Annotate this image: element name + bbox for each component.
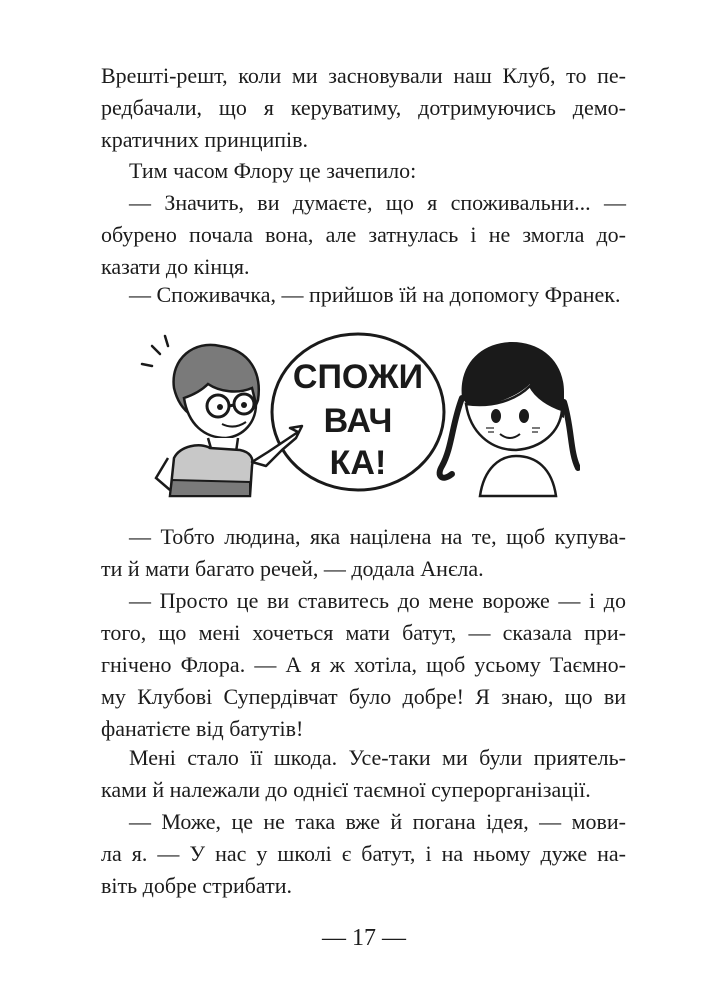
text-line: — Значить, ви думаєте, що я споживальни... — [129,190,626,215]
paragraph [101,279,626,311]
text-line: Мені стало її шкода. Усе-таки ми були приятель- [129,745,626,770]
paragraph [101,806,626,902]
paragraph [101,742,626,806]
text-line: фанатієте від батутів! [101,716,304,741]
text-line: — Тобто людина, яка націлена на те, щоб купува- [129,524,626,549]
girl-with-pigtails [440,342,578,496]
text-line: — Просто це ви ставитесь до мене вороже — і до [129,588,626,613]
paragraph [101,187,626,283]
text-line: ками й належали до однієї таємної суперорганізації. [101,777,591,802]
text-line: Тим часом Флору це зачепило: [129,158,417,183]
paragraph [101,155,626,187]
text-line: того, що мені хочеться мати батут, — сказала при- [101,620,626,645]
speech-text-line: СПОЖИ [292,358,424,396]
text-line: Врешті-решт, коли ми засновували наш Клуб, то пе- [101,63,626,88]
text-line: ла я. — У нас у школі є батут, і на ньому дуже на- [101,841,626,866]
speech-text-line: КА! [329,444,387,482]
paragraph [101,585,626,745]
text-line: редбачали, що я керуватиму, дотримуючись демо- [101,95,626,120]
text-line: му Клубові Супердівчат було добре! Я знаю, що ви [101,684,626,709]
illustration [140,328,580,498]
text-line: обурено почала вона, але затнулась і не змогла до- [101,222,626,247]
text-line: — Споживачка, — прийшов їй на допомогу Франек. [129,282,621,307]
text-line: — Може, це не така вже й погана ідея, — мови- [129,809,626,834]
text-line: гнічено Флора. — А я ж хотіла, щоб усьому Таємно- [101,652,626,677]
text-line: кратичних принципів. [101,127,309,152]
text-line: казати до кінця. [101,254,250,279]
text-line: віть добре стрибати. [101,873,292,898]
text-line: ти й мати багато речей, — додала Анєла. [101,556,484,581]
paragraph [101,521,626,585]
paragraph [101,60,626,156]
speech-bubble [272,334,444,490]
page-number: — 17 — [322,925,406,951]
speech-text-line: ВАЧ [323,402,393,440]
